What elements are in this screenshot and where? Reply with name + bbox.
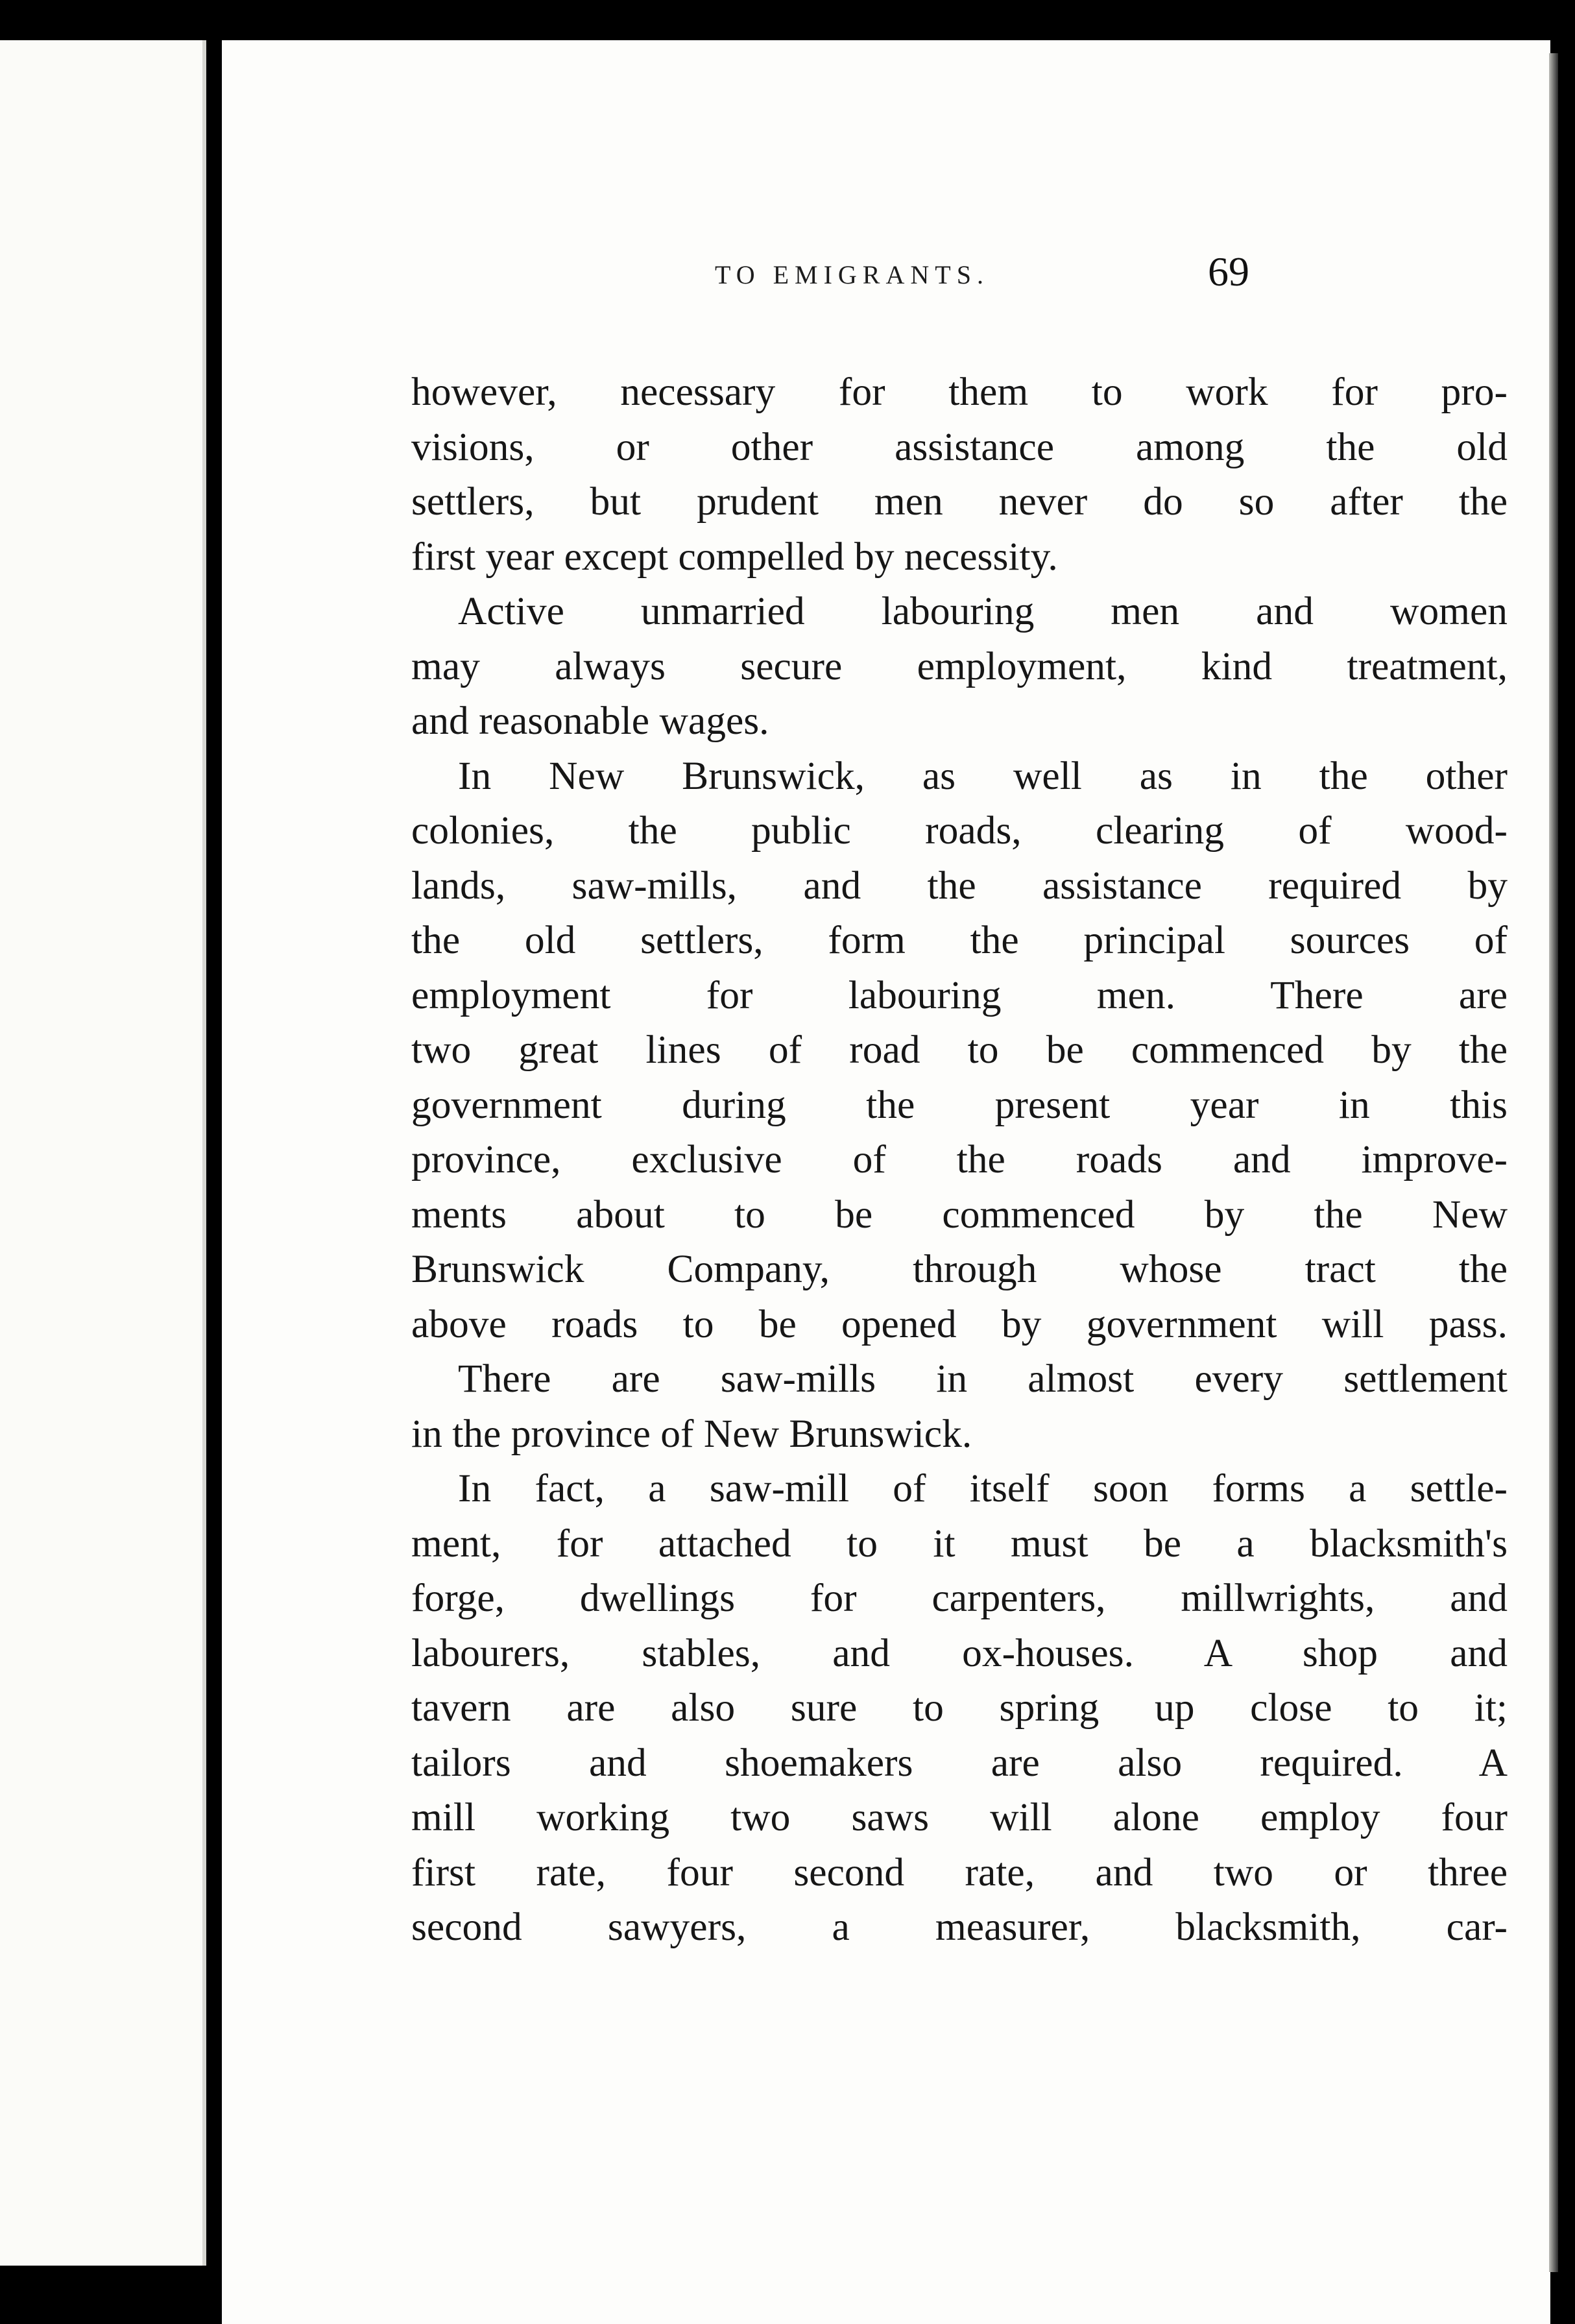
text-line: tailors and shoemakers are also required. A xyxy=(411,1740,1508,1785)
text-line: government during the present year in this xyxy=(411,1082,1508,1127)
paragraph xyxy=(411,1351,1508,1461)
text-line: second sawyers, a measurer, blacksmith, car- xyxy=(411,1905,1508,1949)
text-line: two great lines of road to be commenced by the xyxy=(411,1028,1508,1072)
text-line: ment, for attached to it must be a blacksmith's xyxy=(411,1521,1508,1566)
text-line: the old settlers, form the principal sources of xyxy=(411,918,1508,962)
page-number: 69 xyxy=(1208,248,1249,295)
paragraph xyxy=(411,365,1508,584)
text-line: There are saw-mills in almost every settlement xyxy=(458,1357,1508,1401)
text-line: first year except compelled by necessity. xyxy=(411,534,1058,579)
text-line: ments about to be commenced by the New xyxy=(411,1192,1508,1237)
text-line: In New Brunswick, as well as in the other xyxy=(458,753,1508,798)
text-line: province, exclusive of the roads and improve- xyxy=(411,1137,1508,1181)
text-line: labourers, stables, and ox-houses. A shop and xyxy=(411,1630,1508,1675)
text-line: Brunswick Company, through whose tract the xyxy=(411,1247,1508,1291)
text-line: lands, saw-mills, and the assistance required by xyxy=(411,863,1508,908)
page-edge-shadow xyxy=(1549,53,1558,2272)
text-line: visions, or other assistance among the old xyxy=(411,424,1508,469)
text-line: in the province of New Brunswick. xyxy=(411,1411,972,1456)
facing-page-edge xyxy=(0,40,206,2266)
text-line: first rate, four second rate, and two or three xyxy=(411,1850,1508,1894)
text-line: may always secure employment, kind treatment, xyxy=(411,644,1508,688)
text-line: forge, dwellings for carpenters, millwrights, and xyxy=(411,1576,1508,1620)
text-line: however, necessary for them to work for pro- xyxy=(411,370,1508,414)
text-line: settlers, but prudent men never do so after the xyxy=(411,479,1508,524)
text-line: mill working two saws will alone employ four xyxy=(411,1795,1508,1839)
body-text xyxy=(411,365,1508,1955)
book-page xyxy=(222,40,1550,2324)
paragraph xyxy=(411,1461,1508,1955)
paragraph xyxy=(411,749,1508,1352)
text-line: tavern are also sure to spring up close to it; xyxy=(411,1686,1508,1730)
book-gutter xyxy=(202,40,206,2266)
text-line: Active unmarried labouring men and women xyxy=(458,589,1508,633)
text-line: and reasonable wages. xyxy=(411,699,769,743)
text-line: employment for labouring men. There are xyxy=(411,973,1508,1017)
text-line: colonies, the public roads, clearing of wood- xyxy=(411,808,1508,853)
running-title: TO EMIGRANTS. xyxy=(715,260,989,289)
page-header xyxy=(222,247,1550,305)
paragraph xyxy=(411,584,1508,749)
text-line: In fact, a saw-mill of itself soon forms a settle- xyxy=(458,1466,1508,1510)
text-line: above roads to be opened by government will pass. xyxy=(411,1301,1508,1346)
